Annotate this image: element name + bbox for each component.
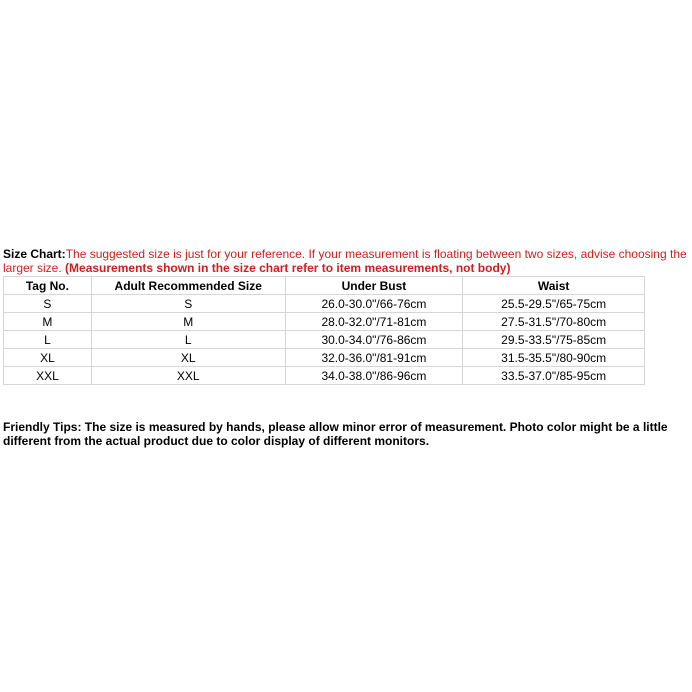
cell-adult-size: XL — [91, 349, 285, 367]
table-row — [4, 331, 645, 349]
header-waist: Waist — [463, 277, 645, 295]
cell-under-bust: 28.0-32.0"/71-81cm — [285, 313, 463, 331]
cell-waist: 27.5-31.5"/70-80cm — [463, 313, 645, 331]
cell-waist: 29.5-33.5"/75-85cm — [463, 331, 645, 349]
friendly-tips: Friendly Tips: The size is measured by hands, please allow minor error of measurement. Photo color might be a little different from the actual product due to color display of different monitors. — [3, 420, 668, 448]
header-adult-recommended-size: Adult Recommended Size — [91, 277, 285, 295]
cell-tag-no: XXL — [4, 367, 92, 385]
cell-adult-size: XXL — [91, 367, 285, 385]
size-chart-label: Size Chart: — [3, 247, 66, 261]
size-chart-emphasis: (Measurements shown in the size chart refer to item measurements, not body) — [65, 261, 511, 275]
cell-under-bust: 34.0-38.0"/86-96cm — [285, 367, 463, 385]
cell-under-bust: 32.0-36.0"/81-91cm — [285, 349, 463, 367]
cell-waist: 31.5-35.5"/80-90cm — [463, 349, 645, 367]
table-row — [4, 349, 645, 367]
cell-tag-no: XL — [4, 349, 92, 367]
table-row — [4, 295, 645, 313]
cell-tag-no: L — [4, 331, 92, 349]
header-tag-no: Tag No. — [4, 277, 92, 295]
cell-waist: 25.5-29.5"/65-75cm — [463, 295, 645, 313]
table-header-row — [4, 277, 645, 295]
size-chart-note: The suggested size is just for your reference. If your measurement is floating between two sizes, advise choosing the larger size. — [3, 247, 687, 275]
cell-adult-size: M — [91, 313, 285, 331]
header-under-bust: Under Bust — [285, 277, 463, 295]
cell-under-bust: 30.0-34.0"/76-86cm — [285, 331, 463, 349]
cell-under-bust: 26.0-30.0"/66-76cm — [285, 295, 463, 313]
cell-adult-size: L — [91, 331, 285, 349]
cell-adult-size: S — [91, 295, 285, 313]
table-row — [4, 313, 645, 331]
table-row — [4, 367, 645, 385]
cell-tag-no: M — [4, 313, 92, 331]
cell-waist: 33.5-37.0"/85-95cm — [463, 367, 645, 385]
size-chart-table — [3, 276, 645, 385]
size-chart-intro — [3, 247, 689, 275]
cell-tag-no: S — [4, 295, 92, 313]
